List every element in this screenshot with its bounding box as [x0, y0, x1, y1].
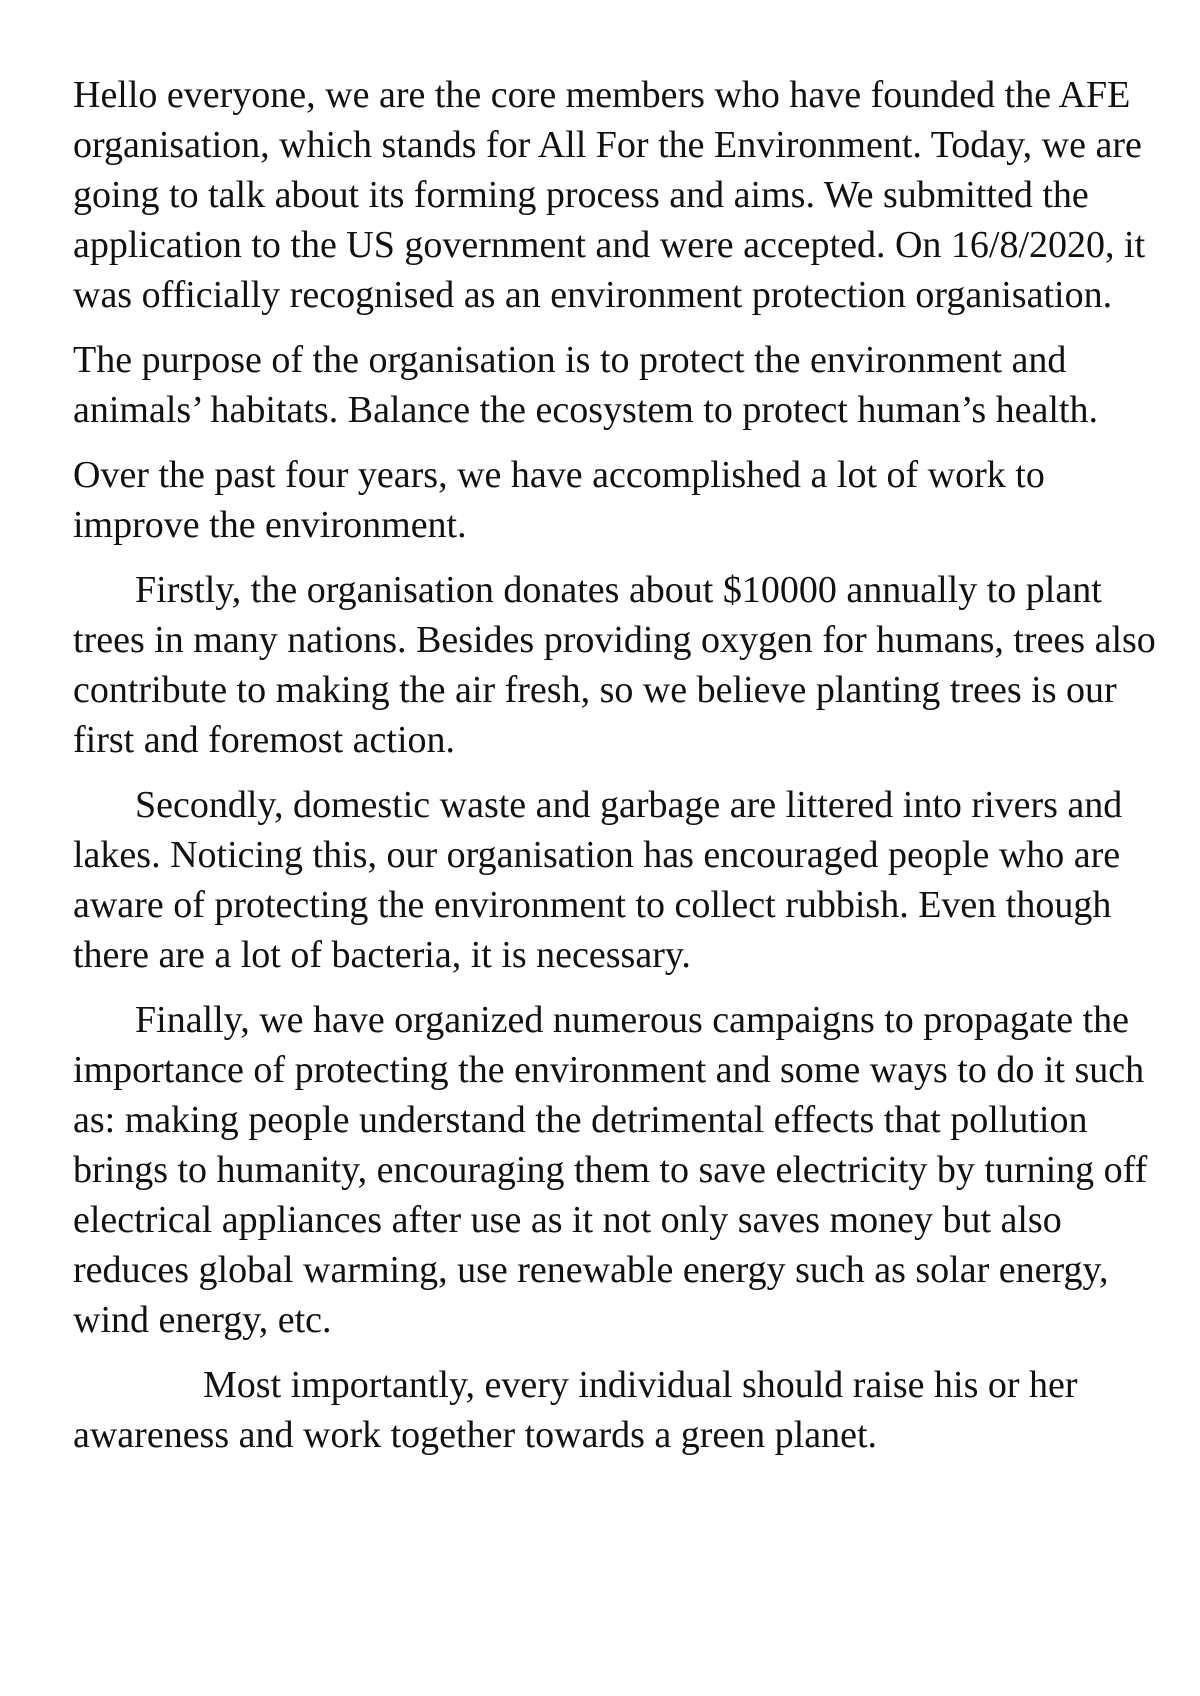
document-body	[73, 70, 1158, 1475]
paragraph-firstly: Firstly, the organisation donates about $10000 annually to plant trees in many nations. Besides providing oxygen for humans, trees also contribute to making the air fresh, so we believe planting trees is our first and foremost action.	[73, 569, 1156, 761]
paragraph-purpose: The purpose of the organisation is to protect the environment and animals’ habitats. Balance the ecosystem to protect human’s health.	[73, 339, 1098, 431]
paragraph-conclusion: Most importantly, every individual should raise his or her awareness and work together towards a green planet.	[73, 1364, 1078, 1456]
paragraph-introduction: Hello everyone, we are the core members who have founded the AFE organisation, which stands for All For the Environment. Today, we are going to talk about its forming process and aims. We submitted the application to the US government and were accepted. On 16/8/2020, it was officially recognised as an environment protection organisation.	[73, 74, 1146, 316]
paragraph-secondly: Secondly, domestic waste and garbage are littered into rivers and lakes. Noticing this, our organisation has encouraged people who are aware of protecting the environment to collect rubbish. Even though there are a lot of bacteria, it is necessary.	[73, 784, 1123, 976]
paragraph-finally: Finally, we have organized numerous campaigns to propagate the importance of protecting the environment and some ways to do it such as: making people understand the detrimental effects that pollution brings to humanity, encouraging them to save electricity by turning off electrical appliances after use as it not only saves money but also reduces global warming, use renewable energy such as solar energy, wind energy, etc.	[73, 999, 1148, 1341]
paragraph-accomplishments: Over the past four years, we have accomplished a lot of work to improve the environment.	[73, 454, 1045, 546]
